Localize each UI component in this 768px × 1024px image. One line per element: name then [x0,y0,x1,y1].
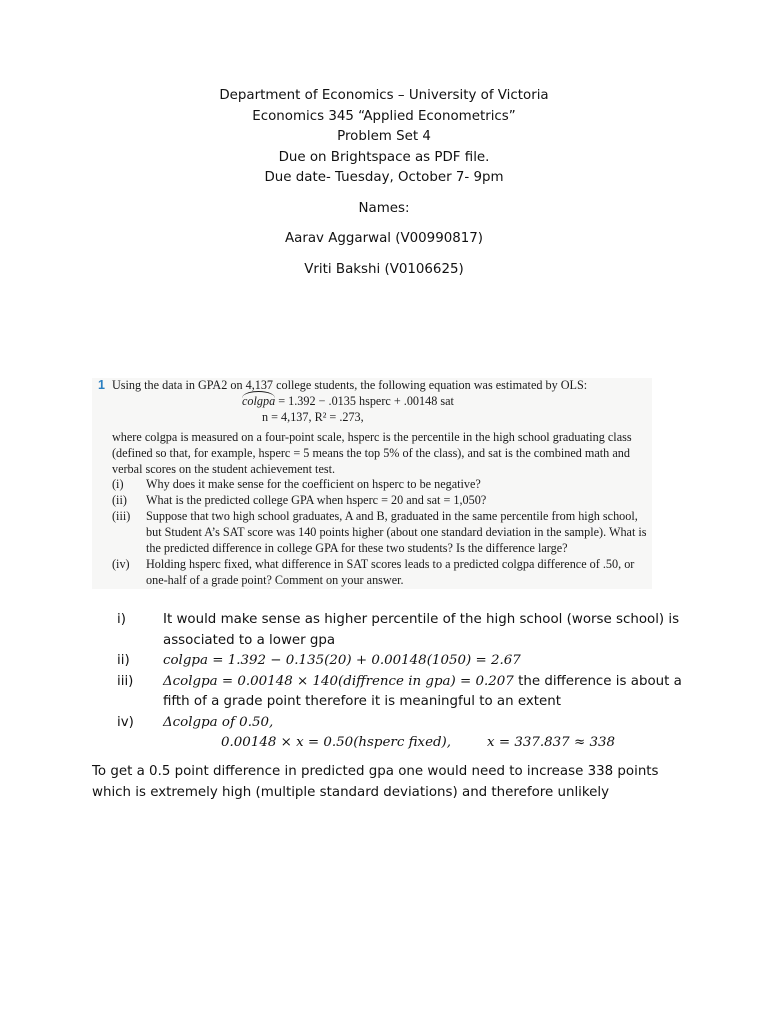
problem-set-title: Problem Set 4 [337,129,431,144]
answer-iv-equation [117,733,687,754]
question-label: (iii) [112,509,131,524]
question-text: Suppose that two high school graduates, A and B, graduated in the same percentile from high school, but Student A’s SAT score was 140 points higher (about one standard deviation in the sample). What is the predicted difference in college GPA for these two students? Is the difference large? [146,509,647,556]
answer-equation: Δcolgpa = 0.00148 × 140(diffrence in gpa) = 0.207 [163,673,514,689]
answer-equation: 0.00148 × x = 0.50(hsperc fixed), [221,735,452,750]
problem-intro-text: Using the data in GPA2 on 4,137 college students, the following equation was estimated by OLS: [112,378,588,392]
problem-body [92,430,652,589]
answer-label: iii) [117,673,134,689]
answer-label: i) [117,612,126,627]
question-text: What is the predicted college GPA when hsperc = 20 and sat = 1,050? [146,493,487,508]
regression-equation [92,394,652,410]
answer-text: Δcolgpa of 0.50, [163,714,274,730]
conclusion-paragraph: To get a 0.5 point difference in predicted gpa one would need to increase 338 points which is extremely high (multiple standard deviations) and therefore unlikely [92,764,659,800]
answer-solution: x = 337.837 ≈ 338 [487,735,615,750]
question-label: (i) [112,477,124,492]
names-label: Names: [358,200,410,216]
problem-statement-image [92,378,652,589]
question-item [112,493,652,509]
course-line: Economics 345 “Applied Econometrics” [252,108,516,124]
equation-rhs: = 1.392 − .0135 hsperc + .00148 sat [278,393,454,408]
answer-text [163,672,687,713]
department-line: Department of Economics – University of Victoria [219,88,549,103]
answer-iv [117,713,687,734]
regression-stats: n = 4,137, R² = .273, [262,409,364,424]
problem-description: where colgpa is measured on a four-point scale, hsperc is the percentile in the high school graduating class (defined so that, for example, hsperc = 5 means the top 5% of the class), and sat is the combined math and verbal scores on the student achievement test. [112,429,632,476]
equation-lhs: colgpa [242,393,276,408]
question-label: (ii) [112,493,127,508]
answers-list [117,610,687,754]
answer-comment: the difference is about a fifth of a grade point therefore it is meaningful to an extent [163,673,682,709]
answer-equation: colgpa = 1.392 − 0.135(20) + 0.00148(1050) = 2.67 [163,653,521,668]
student-name-1: Aarav Aggarwal (V00990817) [284,231,484,246]
question-text: Why does it make sense for the coefficient on hsperc to be negative? [146,477,481,492]
problem-intro [92,378,652,394]
answer-i [117,610,687,651]
student-name-2: Vriti Bakshi (V0106625) [304,261,464,277]
question-item [112,557,652,589]
question-text: Holding hsperc fixed, what difference in SAT scores leads to a predicted colgpa difference of .50, or one-half of a grade point? Comment on your answer. [146,556,635,587]
answer-ii [117,651,687,672]
answer-iii [117,672,687,713]
submission-line: Due on Brightspace as PDF file. [278,149,490,165]
answer-label: iv) [117,714,134,730]
document-header [0,86,768,280]
due-date-line: Due date- Tuesday, October 7- 9pm [264,170,504,185]
problem-number: 1 [98,378,105,392]
answer-label: ii) [117,653,130,668]
question-label: (iv) [112,556,130,571]
answer-text: It would make sense as higher percentile of the high school (worse school) is associated to a lower gpa [163,612,680,648]
question-item [112,477,652,493]
question-item [112,509,652,557]
